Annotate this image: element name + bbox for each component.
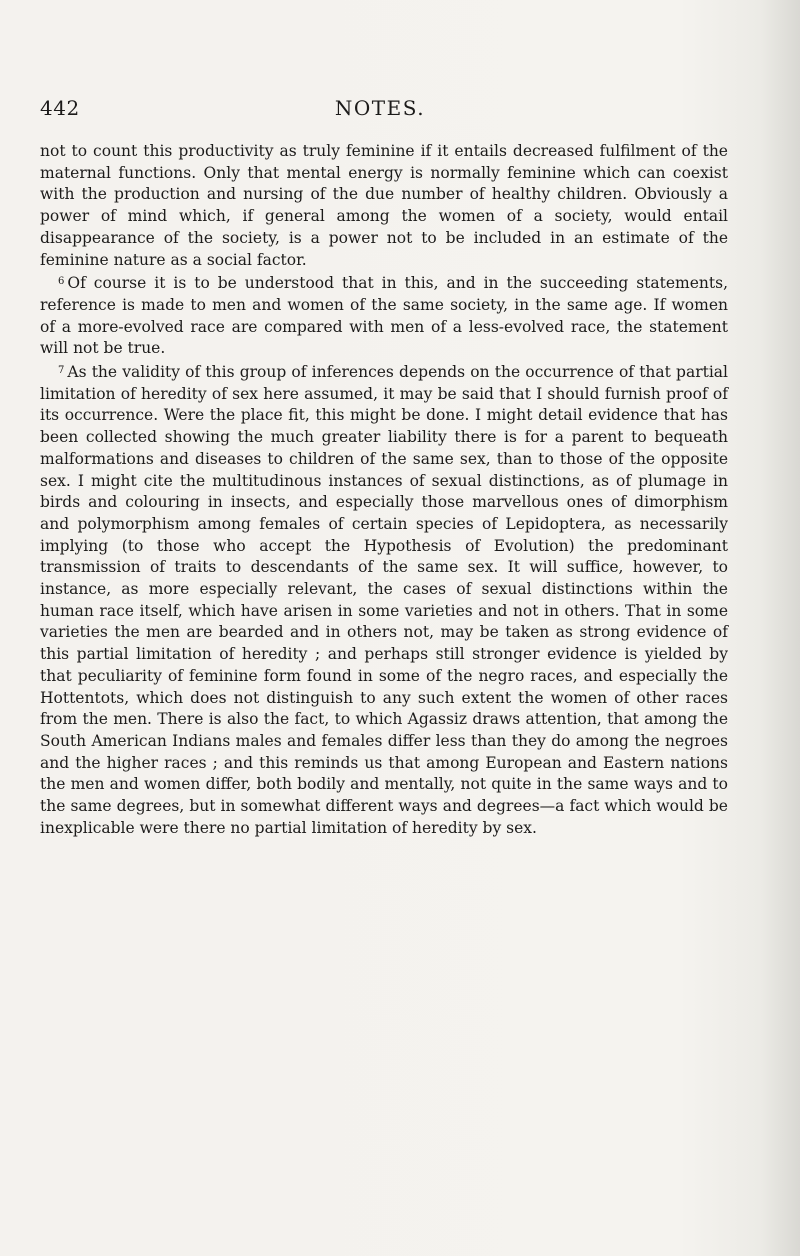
paragraph-text: As the validity of this group of inferences depends on the occurrence of that partial limitation of heredity of sex here assumed, it may be said that I should furnish proof of its occurrence. Were the place fit, this might be done. I might detail evidence that has been collected showing the much greater liability there is for a parent to bequeath malformations and diseases to children of the same sex, than to those of the opposite sex. I might cite the multitudinous instances of sexual distinctions, as of plumage in birds and colouring in insects, and especially those marvellous ones of dimorphism and polymorphism among females of certain species of Lepidoptera, as necessarily implying (to those who accept the Hypothesis of Evolution) the predominant transmission of traits to descendants of the same sex. It will suffice, however, to instance, as more especially relevant, the cases of sexual distinctions within the human race itself, which have arisen in some varieties and not in others. That in some varieties the men are bearded and in others not, may be taken as strong evidence of this partial limitation of heredity ; and perhaps still stronger evidence is yielded by that peculiarity of feminine form found in some of the negro races, and especially the Hottentots, which does not distinguish to any such extent the women of other races from the men. There is also the fact, to which Agassiz draws attention, that among the South American Indians males and females differ less than they do among the negroes and the higher races ; and this reminds us that among European and Eastern nations the men and women differ, both bodily and mentally, not quite in the same ways and to the same degrees, but in somewhat different ways and degrees—a fact which would be inexplicable were there no partial limitation of heredity by sex. [40, 363, 728, 837]
page-number: 442 [40, 96, 80, 120]
footnote-marker: 6 [58, 276, 65, 288]
note-paragraph-continued [40, 141, 728, 271]
running-head: NOTES. [334, 96, 426, 120]
paragraph-text: Of course it is to be understood that in this, and in the succeeding statements, reference is made to men and women of the same society, in the same age. If women of a more-evolved race are compared with men of a less-evolved race, the statement will not be true. [40, 274, 728, 358]
page-header [40, 96, 720, 124]
notes-body [40, 141, 728, 840]
footnote-6 [40, 271, 728, 360]
paragraph-text: not to count this productivity as truly feminine if it entails decreased fulfilment of the maternal functions. Only that mental energy is normally feminine which can coexist with the production and nursing of the due number of healthy children. Obviously a power of mind which, if general among the women of a society, would entail disappearance of the society, is a power not to be included in an estimate of the feminine nature as a social factor. [40, 142, 728, 269]
footnote-7 [40, 360, 728, 839]
footnote-marker: 7 [58, 365, 65, 377]
